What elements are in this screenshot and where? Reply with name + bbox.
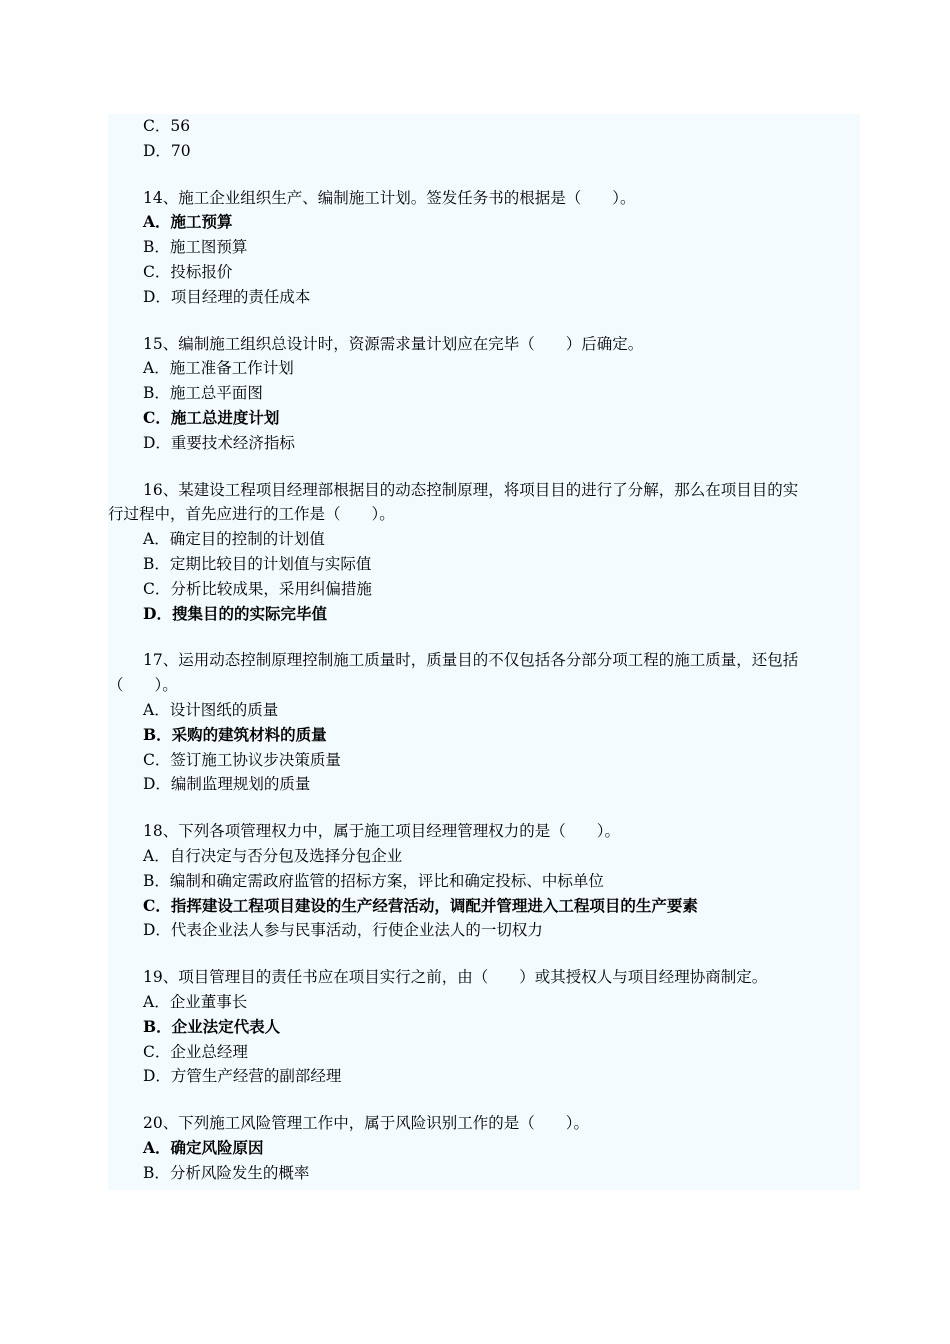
option: D．代表企业法人参与民事活动，行使企业法人的一切权力 — [143, 921, 543, 940]
option: D．编制监理规划的质量 — [143, 775, 311, 794]
question-text: 14、施工企业组织生产、编制施工计划。签发任务书的根据是（ ）。 — [143, 188, 636, 207]
option: B．采购的建筑材料的质量 — [143, 724, 327, 744]
option: A．施工预算 — [143, 212, 233, 232]
option: D．70 — [143, 141, 191, 160]
question-text: 15、编制施工组织总设计时，资源需求量计划应在完毕（ ）后确定。 — [143, 334, 644, 353]
question-20 — [108, 1111, 852, 1185]
option: B．分析风险发生的概率 — [143, 1163, 310, 1182]
question-18 — [108, 819, 852, 943]
question-19 — [108, 965, 852, 1089]
option: C．分析比较成果，采用纠偏措施 — [143, 579, 372, 598]
option: B．定期比较目的计划值与实际值 — [143, 554, 372, 573]
option: C．施工总进度计划 — [143, 407, 280, 427]
option: A．确定目的控制的计划值 — [143, 530, 325, 549]
option: A．施工准备工作计划 — [143, 359, 294, 378]
option: A．企业董事长 — [143, 992, 248, 1011]
option: C．投标报价 — [143, 262, 233, 281]
option: C．签订施工协议步决策质量 — [143, 750, 341, 769]
option: A．确定风险原因 — [143, 1137, 264, 1157]
option: B．施工总平面图 — [143, 384, 263, 403]
question-text: 20、下列施工风险管理工作中，属于风险识别工作的是（ ）。 — [143, 1114, 589, 1133]
question-14 — [108, 186, 852, 310]
option: D．方管生产经营的副部经理 — [143, 1067, 342, 1086]
document-content — [108, 114, 852, 1185]
option: B．施工图预算 — [143, 238, 248, 257]
option: C．56 — [143, 117, 191, 135]
top-options — [108, 114, 852, 164]
question-text: 18、下列各项管理权力中，属于施工项目经理管理权力的是（ ）。 — [143, 822, 620, 841]
option: C．企业总经理 — [143, 1042, 248, 1061]
option: C．指挥建设工程项目建设的生产经营活动，调配并管理进入工程项目的生产要素 — [143, 895, 698, 915]
option: A．自行决定与否分包及选择分包企业 — [143, 846, 403, 865]
question-15 — [108, 332, 852, 456]
question-text: 19、项目管理目的责任书应在项目实行之前，由（ ）或其授权人与项目经理协商制定。 — [143, 968, 768, 987]
option: D．项目经理的责任成本 — [143, 287, 311, 306]
option: B．编制和确定需政府监管的招标方案，评比和确定投标、中标单位 — [143, 871, 604, 890]
question-16 — [108, 478, 852, 627]
question-text: 17、运用动态控制原理控制施工质量时，质量目的不仅包括各分部分项工程的施工质量，还包括 （ ）。 — [108, 651, 799, 695]
question-text: 16、某建设工程项目经理部根据目的动态控制原理，将项目目的进行了分解，那么在项目目的实 行过程中，首先应进行的工作是（ ）。 — [108, 480, 799, 524]
option: A．设计图纸的质量 — [143, 700, 279, 719]
option: D．重要技术经济指标 — [143, 433, 295, 452]
question-17 — [108, 648, 852, 797]
option: D．搜集目的的实际完毕值 — [143, 603, 327, 623]
option: B．企业法定代表人 — [143, 1016, 281, 1036]
